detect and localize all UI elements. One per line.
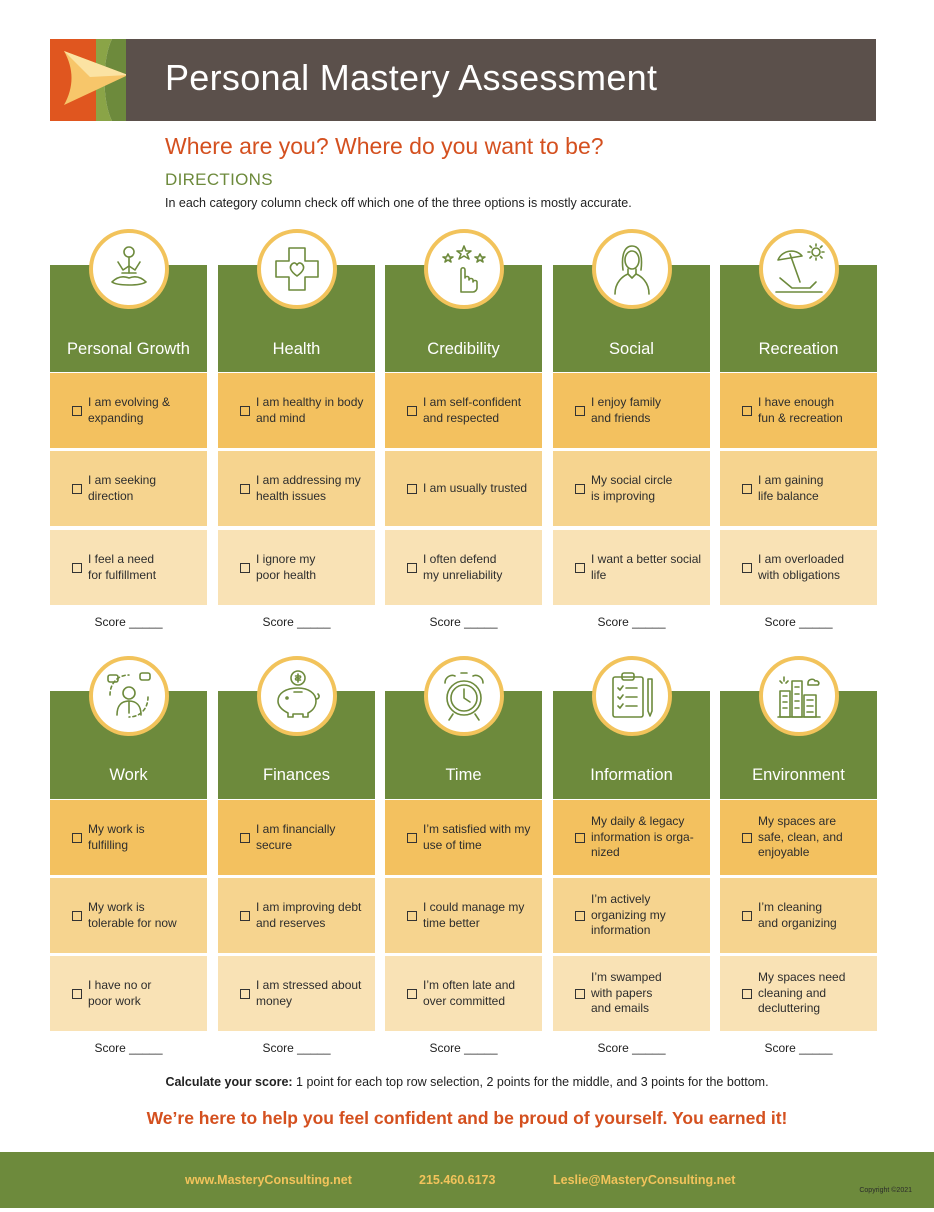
checkbox[interactable] xyxy=(742,563,752,573)
option-bottom[interactable]: I’m swamped with papers and emails xyxy=(553,956,710,1031)
option-middle[interactable]: I could manage my time better xyxy=(385,878,542,953)
score-line: Score _____ xyxy=(429,1041,498,1055)
category-title: Environment xyxy=(752,766,845,784)
checkbox[interactable] xyxy=(742,911,752,921)
option-middle[interactable]: I’m actively organizing my information xyxy=(553,878,710,953)
option-top[interactable]: I am financially secure xyxy=(218,800,375,875)
option-bottom[interactable]: I am stressed about money xyxy=(218,956,375,1031)
score-line: Score _____ xyxy=(262,1041,331,1055)
category-title: Information xyxy=(590,766,673,784)
checkbox[interactable] xyxy=(742,484,752,494)
logo-arrow-icon xyxy=(50,39,126,121)
score-line: Score _____ xyxy=(429,615,498,629)
option-bottom[interactable]: My spaces need cleaning and decluttering xyxy=(720,956,877,1031)
option-middle[interactable]: My work is tolerable for now xyxy=(50,878,207,953)
score-line: Score _____ xyxy=(597,615,666,629)
option-middle[interactable]: I am improving debt and reserves xyxy=(218,878,375,953)
checkbox[interactable] xyxy=(742,833,752,843)
checkbox[interactable] xyxy=(72,833,82,843)
option-top[interactable]: I am evolving & expanding xyxy=(50,373,207,448)
option-top[interactable]: I am self-confident and respected xyxy=(385,373,542,448)
checkbox[interactable] xyxy=(407,911,417,921)
checkbox[interactable] xyxy=(575,563,585,573)
option-bottom[interactable]: I have no or poor work xyxy=(50,956,207,1031)
clipboard-checklist-icon xyxy=(592,656,672,736)
directions-heading: DIRECTIONS xyxy=(165,170,273,189)
checkbox[interactable] xyxy=(407,833,417,843)
category-title: Recreation xyxy=(758,340,839,358)
option-bottom[interactable]: I’m often late and over committed xyxy=(385,956,542,1031)
checkbox[interactable] xyxy=(240,911,250,921)
businessman-cycle-icon xyxy=(89,656,169,736)
calculate-instructions: 1 point for each top row selection, 2 points for the middle, and 3 points for the bottom. xyxy=(292,1075,769,1089)
city-buildings-icon xyxy=(759,656,839,736)
checkbox[interactable] xyxy=(72,989,82,999)
website-link[interactable]: www.MasteryConsulting.net xyxy=(185,1173,352,1187)
copyright: Copyright ©2021 xyxy=(859,1187,912,1194)
checkbox[interactable] xyxy=(575,833,585,843)
alarm-clock-icon xyxy=(424,656,504,736)
option-middle[interactable]: I am gaining life balance xyxy=(720,451,877,526)
checkbox[interactable] xyxy=(407,563,417,573)
option-bottom[interactable]: I ignore my poor health xyxy=(218,530,375,605)
option-top[interactable]: My work is fulfilling xyxy=(50,800,207,875)
checkbox[interactable] xyxy=(72,484,82,494)
directions-text: In each category column check off which one of the three options is mostly accurate. xyxy=(165,196,632,210)
option-bottom[interactable]: I am overloaded with obligations xyxy=(720,530,877,605)
score-line: Score _____ xyxy=(94,615,163,629)
option-middle[interactable]: I am usually trusted xyxy=(385,451,542,526)
score-line: Score _____ xyxy=(597,1041,666,1055)
beach-chair-icon xyxy=(759,229,839,309)
score-line: Score _____ xyxy=(262,615,331,629)
checkbox[interactable] xyxy=(72,406,82,416)
calculate-label: Calculate your score: xyxy=(165,1075,293,1089)
page-title: Personal Mastery Assessment xyxy=(165,57,658,98)
option-top[interactable]: I enjoy family and friends xyxy=(553,373,710,448)
logo xyxy=(50,39,126,121)
option-top[interactable]: My daily & legacy information is orga- nized xyxy=(553,800,710,875)
footer xyxy=(0,1152,934,1208)
piggy-bank-icon xyxy=(257,656,337,736)
option-top[interactable]: My spaces are safe, clean, and enjoyable xyxy=(720,800,877,875)
checkbox[interactable] xyxy=(240,484,250,494)
checkbox[interactable] xyxy=(742,406,752,416)
option-bottom[interactable]: I feel a need for fulfillment xyxy=(50,530,207,605)
category-title: Finances xyxy=(263,766,330,784)
category-title: Credibility xyxy=(427,340,500,358)
score-line: Score _____ xyxy=(94,1041,163,1055)
checkbox[interactable] xyxy=(407,484,417,494)
checkbox[interactable] xyxy=(240,406,250,416)
checkbox[interactable] xyxy=(240,563,250,573)
category-title: Work xyxy=(109,766,148,784)
closing-message: We’re here to help you feel confident and be proud of yourself. You earned it! xyxy=(146,1108,788,1128)
category-title: Time xyxy=(445,766,482,784)
checkbox[interactable] xyxy=(742,989,752,999)
category-title: Social xyxy=(609,340,654,358)
option-middle[interactable]: I am addressing my health issues xyxy=(218,451,375,526)
option-middle[interactable]: I’m cleaning and organizing xyxy=(720,878,877,953)
checkbox[interactable] xyxy=(72,911,82,921)
header-banner xyxy=(50,39,876,121)
checkbox[interactable] xyxy=(240,833,250,843)
category-title: Personal Growth xyxy=(67,340,190,358)
option-middle[interactable]: I am seeking direction xyxy=(50,451,207,526)
checkbox[interactable] xyxy=(407,989,417,999)
option-bottom[interactable]: I want a better social life xyxy=(553,530,710,605)
category-title: Health xyxy=(272,340,321,358)
option-middle[interactable]: My social circle is improving xyxy=(553,451,710,526)
option-top[interactable]: I am healthy in body and mind xyxy=(218,373,375,448)
option-bottom[interactable]: I often defend my unreliability xyxy=(385,530,542,605)
meditation-icon xyxy=(89,229,169,309)
checkbox[interactable] xyxy=(240,989,250,999)
checkbox[interactable] xyxy=(407,406,417,416)
phone-number[interactable]: 215.460.6173 xyxy=(419,1173,496,1187)
score-line: Score _____ xyxy=(764,615,833,629)
medical-cross-heart-icon xyxy=(257,229,337,309)
checkbox[interactable] xyxy=(575,406,585,416)
score-line: Score _____ xyxy=(764,1041,833,1055)
tagline: Where are you? Where do you want to be? xyxy=(165,133,604,159)
checkbox[interactable] xyxy=(72,563,82,573)
stars-hand-icon xyxy=(424,229,504,309)
checkbox[interactable] xyxy=(575,911,585,921)
option-top[interactable]: I have enough fun & recreation xyxy=(720,373,877,448)
checkbox[interactable] xyxy=(575,484,585,494)
checkbox[interactable] xyxy=(575,989,585,999)
calculate-score-text xyxy=(0,1075,934,1089)
email-link[interactable]: Leslie@MasteryConsulting.net xyxy=(553,1173,736,1187)
option-top[interactable]: I’m satisfied with my use of time xyxy=(385,800,542,875)
woman-avatar-icon xyxy=(592,229,672,309)
